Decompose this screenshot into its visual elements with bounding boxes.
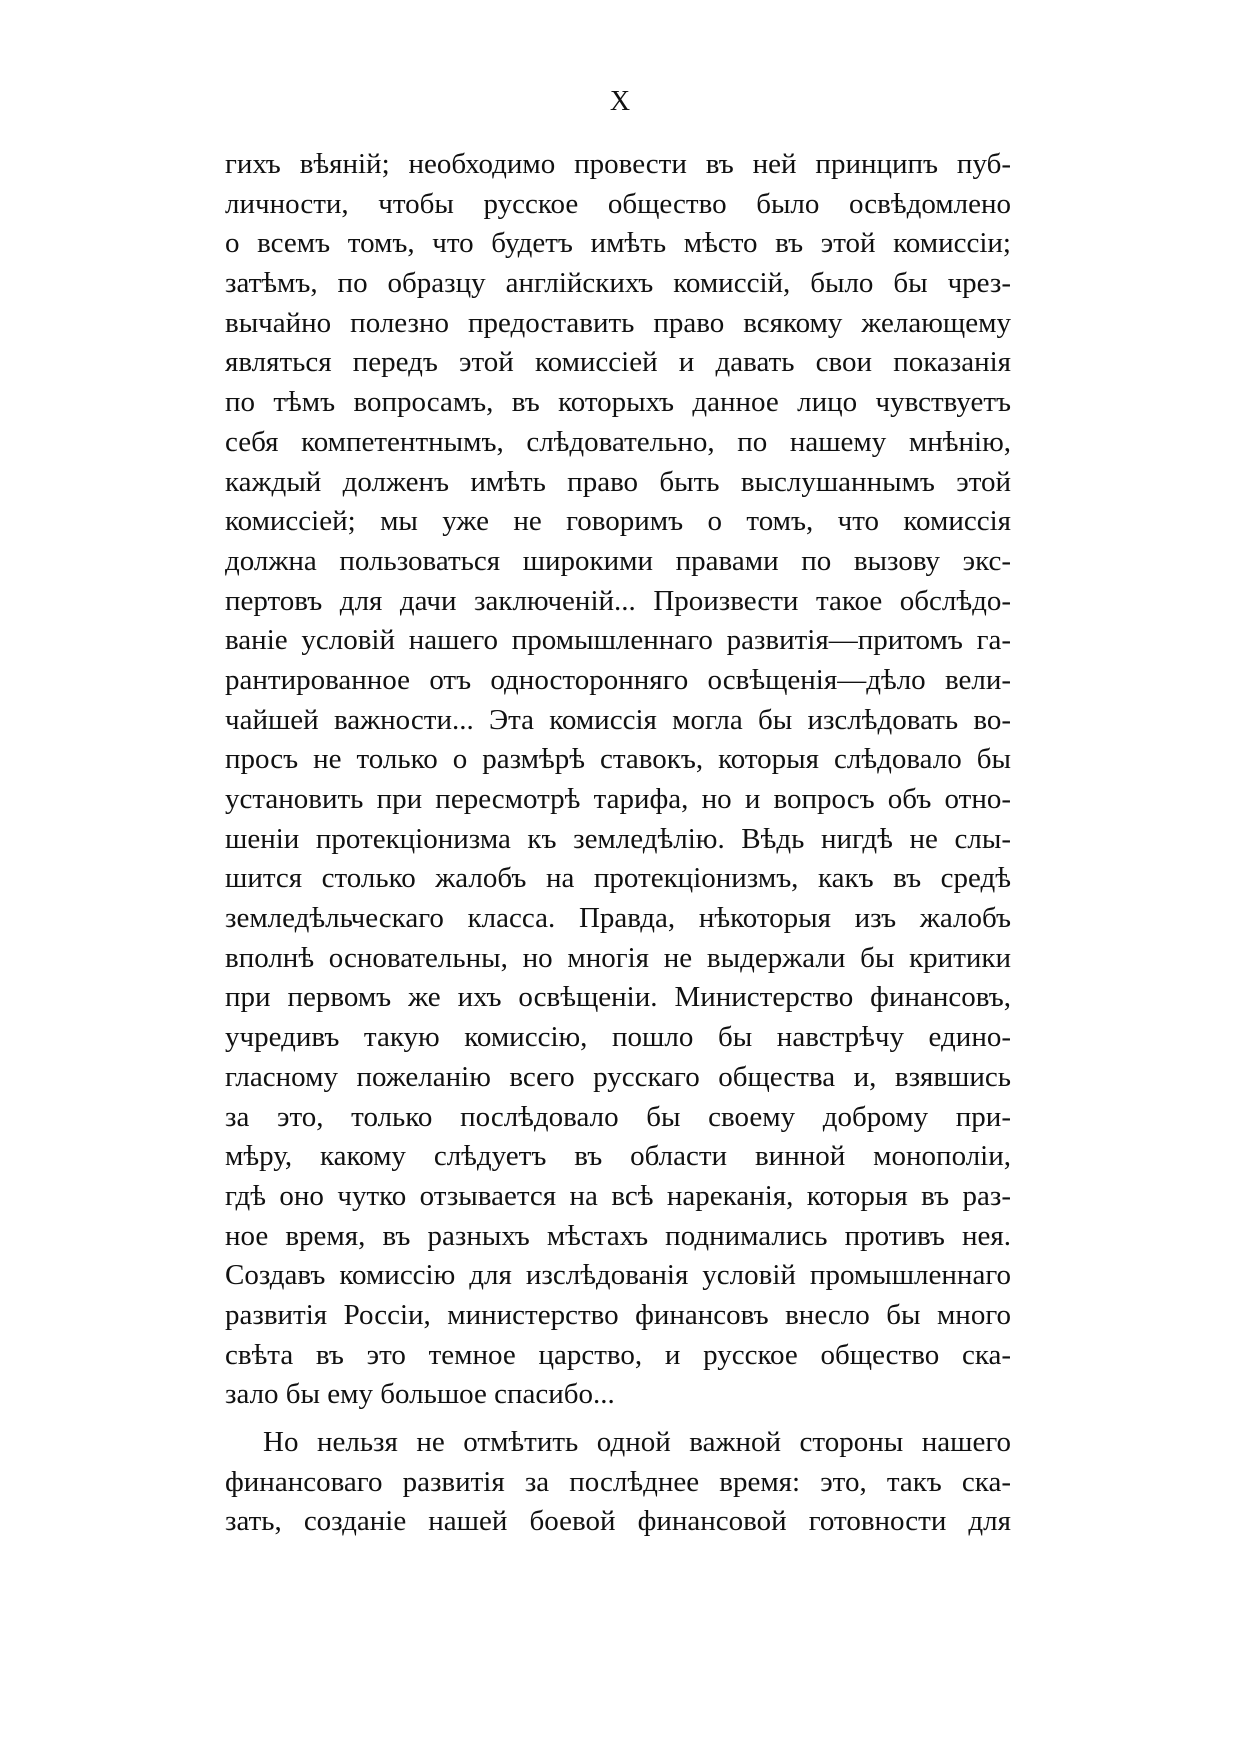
text-line: вполнѣ основательны, но многія не выдержали бы критики — [225, 941, 1011, 974]
text-line: при первомъ же ихъ освѣщеніи. Министерство финансовъ, — [225, 981, 1011, 1014]
text-line: шится столько жалобъ на протекціонизмъ, какъ въ средѣ — [225, 862, 1011, 895]
text-line: комиссіей; мы уже не говоримъ о томъ, что комиссія — [225, 505, 1011, 538]
text-line: просъ не только о размѣрѣ ставокъ, которыя слѣдовало бы — [225, 743, 1011, 776]
text-line: затѣмъ, по образцу англійскихъ комиссій, было бы чрез- — [225, 267, 1011, 300]
text-line: себя компетентнымъ, слѣдовательно, по нашему мнѣнію, — [225, 425, 1011, 458]
text-line: должна пользоваться широкими правами по вызову экс- — [225, 544, 1011, 577]
body-text — [225, 145, 1011, 1542]
text-line: за это, только послѣдовало бы своему доброму при- — [225, 1100, 1011, 1133]
text-line: ное время, въ разныхъ мѣстахъ поднимались противъ нея. — [225, 1219, 1011, 1252]
text-line: вычайно полезно предоставить право всякому желающему — [225, 306, 1011, 339]
text-line: о всемъ томъ, что будетъ имѣть мѣсто въ этой комиссіи; — [225, 227, 1011, 260]
text-line: установить при пересмотрѣ тарифа, но и вопросъ объ отно- — [225, 783, 1011, 815]
text-line: личности, чтобы русское общество было освѣдомлено — [225, 187, 1011, 220]
text-line: ваніе условій нашего промышленнаго развитія—притомъ га- — [225, 624, 1011, 657]
text-line: гдѣ оно чутко отзывается на всѣ нареканія, которыя въ раз- — [225, 1179, 1011, 1212]
page-number: X — [609, 86, 632, 117]
text-line: гласному пожеланію всего русскаго общества и, взявшись — [225, 1060, 1011, 1093]
text-line: земледѣльческаго класса. Правда, нѣкоторыя изъ жалобъ — [225, 902, 1011, 935]
text-line: мѣру, какому слѣдуетъ въ области винной монополіи, — [225, 1140, 1011, 1173]
paragraph-gap — [225, 1415, 1011, 1423]
text-line: гихъ вѣяній; необходимо провести въ ней принципъ пуб- — [225, 148, 1011, 180]
text-line: рантированное отъ односторонняго освѣщенія—дѣло вели- — [225, 663, 1011, 696]
text-line: Но нельзя не отмѣтить одной важной стороны нашего — [263, 1426, 1011, 1458]
paragraph-1 — [225, 145, 1011, 1415]
text-line: развитія Россіи, министерство финансовъ внесло бы много — [225, 1298, 1011, 1331]
text-line: чайшей важности... Эта комиссія могла бы изслѣдовать во- — [225, 703, 1011, 736]
text-line: финансоваго развитія за послѣднее время: это, такъ ска- — [225, 1465, 1011, 1498]
text-line: зать, созданіе нашей боевой финансовой готовности для — [225, 1505, 1011, 1538]
text-line: пертовъ для дачи заключеній... Произвести такое обслѣдо- — [225, 584, 1011, 617]
text-line: свѣта въ это темное царство, и русское общество ска- — [225, 1338, 1011, 1371]
text-line: Создавъ комиссію для изслѣдованія условій промышленнаго — [225, 1259, 1011, 1292]
text-line: каждый долженъ имѣть право быть выслушаннымъ этой — [225, 465, 1011, 498]
text-line: являться передъ этой комиссіей и давать свои показанія — [225, 346, 1011, 379]
text-line: учредивъ такую комиссію, пошло бы навстрѣчу едино- — [225, 1021, 1011, 1054]
text-line: зало бы ему большое спасибо... — [225, 1378, 615, 1411]
text-line: шеніи протекціонизма къ земледѣлію. Вѣдь нигдѣ не слы- — [225, 822, 1011, 855]
text-line: по тѣмъ вопросамъ, въ которыхъ данное лицо чувствуетъ — [225, 386, 1011, 419]
paragraph-2 — [225, 1423, 1011, 1542]
